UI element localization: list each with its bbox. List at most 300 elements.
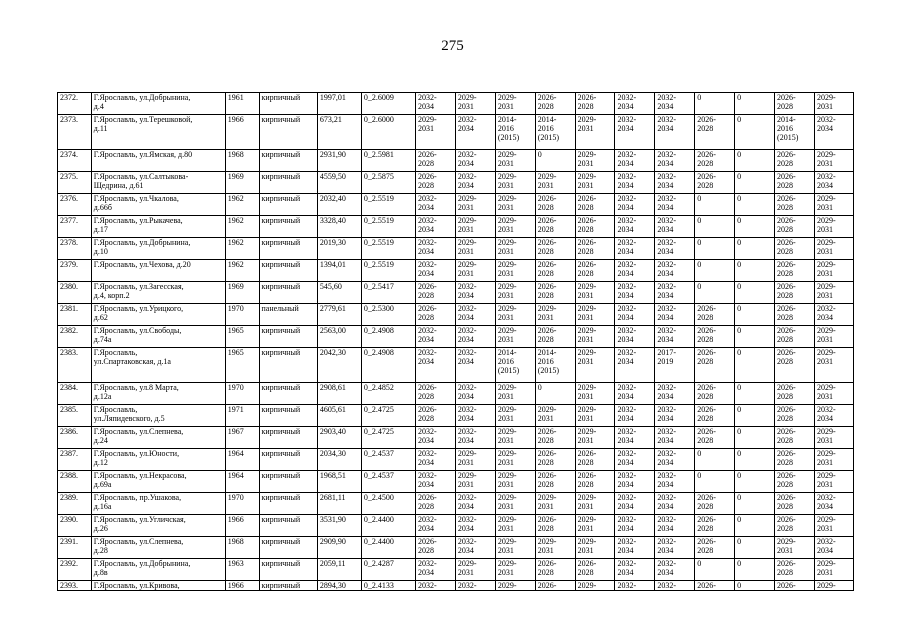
- address-cell: Г.Ярославль, ул.Угличская, д.26: [91, 515, 225, 537]
- period-col-1-cell: 2032- 2034: [416, 515, 456, 537]
- period-col-7-cell: 2032- 2034: [655, 194, 695, 216]
- total-area-cell: 2931,90: [317, 150, 361, 172]
- period-col-10-cell: 2026- 2028: [775, 348, 815, 383]
- period-col-7-cell: 2032- 2034: [655, 493, 695, 515]
- period-col-5-cell: 2026- 2028: [575, 260, 615, 282]
- period-col-8-cell: 2026- 2028: [695, 348, 735, 383]
- wall-material-cell: кирпичный: [259, 559, 317, 581]
- priority-index-cell: 0_2.4400: [361, 515, 415, 537]
- period-col-7-cell: 2032- 2034: [655, 304, 695, 326]
- period-col-8-cell: 2026- 2028: [695, 405, 735, 427]
- period-col-8-cell: 2026- 2028: [695, 427, 735, 449]
- period-col-10-cell: 2026- 2028: [775, 216, 815, 238]
- row-number-cell: 2380.: [58, 282, 92, 304]
- address-cell: Г.Ярославль, ул.Спартаковская, д.1а: [91, 348, 225, 383]
- period-col-11-cell: 2032- 2034: [814, 304, 853, 326]
- period-col-2-cell: 2029- 2031: [455, 471, 495, 493]
- period-col-7-cell: 2032- 2034: [655, 537, 695, 559]
- address-cell: Г.Ярославль, ул.Ямская, д.80: [91, 150, 225, 172]
- period-col-4-cell: 2026- 2028: [535, 515, 575, 537]
- priority-index-cell: 0_2.5519: [361, 194, 415, 216]
- period-col-6-cell: 2032- 2034: [615, 150, 655, 172]
- period-col-3-cell: 2029- 2031: [495, 449, 535, 471]
- period-col-10-cell: 2014- 2016 (2015): [775, 115, 815, 150]
- period-col-7-cell: 2017- 2019: [655, 348, 695, 383]
- period-col-11-cell: 2029- 2031: [814, 216, 853, 238]
- period-col-11-cell: 2032- 2034: [814, 172, 853, 194]
- period-col-2-cell: 2029- 2031: [455, 449, 495, 471]
- period-col-10-cell: 2026- 2028: [775, 194, 815, 216]
- period-col-4-cell: 2026- 2028: [535, 216, 575, 238]
- period-col-8-cell: 0: [695, 194, 735, 216]
- period-col-3-cell: 2029- 2031: [495, 216, 535, 238]
- period-col-4-cell: 2029- 2031: [535, 172, 575, 194]
- build-year-cell: 1962: [225, 260, 259, 282]
- period-col-11-cell: 2029- 2031: [814, 326, 853, 348]
- row-number-cell: 2383.: [58, 348, 92, 383]
- period-col-11-cell: 2029- 2031: [814, 260, 853, 282]
- row-number-cell: 2382.: [58, 326, 92, 348]
- period-col-1-cell: 2026- 2028: [416, 172, 456, 194]
- period-col-5-cell: 2029- 2031: [575, 405, 615, 427]
- total-area-cell: 673,21: [317, 115, 361, 150]
- period-col-10-cell: 2026- 2028: [775, 427, 815, 449]
- wall-material-cell: кирпичный: [259, 216, 317, 238]
- period-col-9-cell: 0: [735, 194, 775, 216]
- period-col-2-cell: 2029- 2031: [455, 194, 495, 216]
- period-col-7-cell: 2032- 2034: [655, 93, 695, 115]
- period-col-8-cell: 0: [695, 216, 735, 238]
- row-number-cell: 2377.: [58, 216, 92, 238]
- address-cell: Г.Ярославль, ул.Свободы, д.74а: [91, 326, 225, 348]
- wall-material-cell: кирпичный: [259, 581, 317, 591]
- table-row: [58, 537, 854, 559]
- address-cell: Г.Ярославль, ул.Терешковой, д.11: [91, 115, 225, 150]
- row-number-cell: 2385.: [58, 405, 92, 427]
- priority-index-cell: 0_2.5875: [361, 172, 415, 194]
- total-area-cell: 2909,90: [317, 537, 361, 559]
- period-col-7-cell: 2032- 2034: [655, 150, 695, 172]
- period-col-9-cell: 0: [735, 383, 775, 405]
- period-col-4-cell: 2026- 2028: [535, 449, 575, 471]
- priority-index-cell: 0_2.4287: [361, 559, 415, 581]
- period-col-5-cell: 2026- 2028: [575, 449, 615, 471]
- period-col-9-cell: 0: [735, 216, 775, 238]
- row-number-cell: 2391.: [58, 537, 92, 559]
- address-cell: Г.Ярославль, ул.Чкалова, д.66б: [91, 194, 225, 216]
- period-col-3-cell: 2029- 2031: [495, 260, 535, 282]
- address-cell: Г.Ярославль, ул.Рыкачева, д.17: [91, 216, 225, 238]
- priority-index-cell: 0_2.4500: [361, 493, 415, 515]
- period-col-8-cell: 2026-: [695, 581, 735, 591]
- period-col-2-cell: 2029- 2031: [455, 238, 495, 260]
- period-col-11-cell: 2029- 2031: [814, 238, 853, 260]
- period-col-5-cell: 2029- 2031: [575, 427, 615, 449]
- period-col-1-cell: 2026- 2028: [416, 405, 456, 427]
- period-col-10-cell: 2026- 2028: [775, 405, 815, 427]
- period-col-9-cell: 0: [735, 238, 775, 260]
- table-row: [58, 150, 854, 172]
- table-row: [58, 427, 854, 449]
- wall-material-cell: кирпичный: [259, 150, 317, 172]
- priority-index-cell: 0_2.4537: [361, 449, 415, 471]
- period-col-8-cell: 2026- 2028: [695, 537, 735, 559]
- period-col-10-cell: 2026- 2028: [775, 304, 815, 326]
- priority-index-cell: 0_2.4537: [361, 471, 415, 493]
- wall-material-cell: кирпичный: [259, 449, 317, 471]
- total-area-cell: 2034,30: [317, 449, 361, 471]
- period-col-4-cell: 2026- 2028: [535, 238, 575, 260]
- period-col-9-cell: 0: [735, 559, 775, 581]
- period-col-3-cell: 2029- 2031: [495, 471, 535, 493]
- period-col-3-cell: 2029- 2031: [495, 383, 535, 405]
- period-col-11-cell: 2029- 2031: [814, 449, 853, 471]
- total-area-cell: 2032,40: [317, 194, 361, 216]
- period-col-7-cell: 2032- 2034: [655, 238, 695, 260]
- address-cell: Г.Ярославль, пр.Ушакова, д.16а: [91, 493, 225, 515]
- priority-index-cell: 0_2.4133: [361, 581, 415, 591]
- housing-repair-schedule-table: [57, 92, 854, 591]
- period-col-3-cell: 2029- 2031: [495, 304, 535, 326]
- row-number-cell: 2379.: [58, 260, 92, 282]
- period-col-10-cell: 2026- 2028: [775, 172, 815, 194]
- period-col-3-cell: 2014- 2016 (2015): [495, 115, 535, 150]
- period-col-2-cell: 2029- 2031: [455, 216, 495, 238]
- row-number-cell: 2384.: [58, 383, 92, 405]
- table-row: [58, 194, 854, 216]
- period-col-3-cell: 2029- 2031: [495, 282, 535, 304]
- priority-index-cell: 0_2.5519: [361, 216, 415, 238]
- period-col-5-cell: 2029- 2031: [575, 537, 615, 559]
- period-col-6-cell: 2032- 2034: [615, 449, 655, 471]
- total-area-cell: 1968,51: [317, 471, 361, 493]
- build-year-cell: 1968: [225, 537, 259, 559]
- period-col-5-cell: 2029- 2031: [575, 348, 615, 383]
- total-area-cell: 2681,11: [317, 493, 361, 515]
- period-col-6-cell: 2032- 2034: [615, 515, 655, 537]
- wall-material-cell: кирпичный: [259, 348, 317, 383]
- period-col-2-cell: 2032- 2034: [455, 493, 495, 515]
- period-col-4-cell: 0: [535, 150, 575, 172]
- period-col-10-cell: 2026- 2028: [775, 383, 815, 405]
- period-col-11-cell: 2029- 2031: [814, 383, 853, 405]
- period-col-10-cell: 2026- 2028: [775, 260, 815, 282]
- address-cell: Г.Ярославль, ул.Некрасова, д.69а: [91, 471, 225, 493]
- period-col-5-cell: 2029- 2031: [575, 383, 615, 405]
- wall-material-cell: кирпичный: [259, 282, 317, 304]
- build-year-cell: 1964: [225, 471, 259, 493]
- build-year-cell: 1968: [225, 150, 259, 172]
- priority-index-cell: 0_2.4725: [361, 405, 415, 427]
- priority-index-cell: 0_2.5519: [361, 238, 415, 260]
- total-area-cell: 4605,61: [317, 405, 361, 427]
- period-col-9-cell: 0: [735, 471, 775, 493]
- page-number: 275: [441, 38, 464, 54]
- period-col-11-cell: 2032- 2034: [814, 493, 853, 515]
- period-col-5-cell: 2029- 2031: [575, 172, 615, 194]
- wall-material-cell: кирпичный: [259, 427, 317, 449]
- period-col-3-cell: 2029- 2031: [495, 93, 535, 115]
- period-col-4-cell: 2026- 2028: [535, 260, 575, 282]
- total-area-cell: 2894,30: [317, 581, 361, 591]
- period-col-10-cell: 2029- 2031: [775, 537, 815, 559]
- period-col-11-cell: 2029-: [814, 581, 853, 591]
- wall-material-cell: кирпичный: [259, 93, 317, 115]
- table-row: [58, 515, 854, 537]
- build-year-cell: 1963: [225, 559, 259, 581]
- build-year-cell: 1966: [225, 115, 259, 150]
- period-col-2-cell: 2032- 2034: [455, 537, 495, 559]
- period-col-1-cell: 2032- 2034: [416, 238, 456, 260]
- period-col-3-cell: 2029- 2031: [495, 559, 535, 581]
- period-col-7-cell: 2032- 2034: [655, 559, 695, 581]
- build-year-cell: 1971: [225, 405, 259, 427]
- period-col-10-cell: 2026-: [775, 581, 815, 591]
- period-col-9-cell: 0: [735, 581, 775, 591]
- period-col-1-cell: 2032- 2034: [416, 348, 456, 383]
- period-col-11-cell: 2029- 2031: [814, 282, 853, 304]
- period-col-11-cell: 2029- 2031: [814, 194, 853, 216]
- period-col-6-cell: 2032-: [615, 581, 655, 591]
- row-number-cell: 2387.: [58, 449, 92, 471]
- period-col-3-cell: 2014- 2016 (2015): [495, 348, 535, 383]
- period-col-2-cell: 2032- 2034: [455, 150, 495, 172]
- period-col-4-cell: 2026- 2028: [535, 194, 575, 216]
- build-year-cell: 1965: [225, 348, 259, 383]
- row-number-cell: 2388.: [58, 471, 92, 493]
- period-col-2-cell: 2032- 2034: [455, 515, 495, 537]
- priority-index-cell: 0_2.4400: [361, 537, 415, 559]
- period-col-5-cell: 2026- 2028: [575, 93, 615, 115]
- period-col-10-cell: 2026- 2028: [775, 559, 815, 581]
- period-col-7-cell: 2032- 2034: [655, 515, 695, 537]
- period-col-10-cell: 2026- 2028: [775, 238, 815, 260]
- period-col-2-cell: 2029- 2031: [455, 559, 495, 581]
- period-col-1-cell: 2032- 2034: [416, 194, 456, 216]
- period-col-1-cell: 2032- 2034: [416, 93, 456, 115]
- total-area-cell: 2563,00: [317, 326, 361, 348]
- period-col-9-cell: 0: [735, 304, 775, 326]
- period-col-3-cell: 2029-: [495, 581, 535, 591]
- wall-material-cell: кирпичный: [259, 537, 317, 559]
- period-col-3-cell: 2029- 2031: [495, 194, 535, 216]
- row-number-cell: 2378.: [58, 238, 92, 260]
- total-area-cell: 1997,01: [317, 93, 361, 115]
- period-col-8-cell: 0: [695, 282, 735, 304]
- period-col-2-cell: 2032- 2034: [455, 383, 495, 405]
- period-col-1-cell: 2026- 2028: [416, 537, 456, 559]
- table-row: [58, 282, 854, 304]
- address-cell: Г.Ярославль, ул.Добрынина, д.4: [91, 93, 225, 115]
- total-area-cell: 2042,30: [317, 348, 361, 383]
- period-col-1-cell: 2032-: [416, 581, 456, 591]
- period-col-1-cell: 2026- 2028: [416, 282, 456, 304]
- period-col-3-cell: 2029- 2031: [495, 150, 535, 172]
- priority-index-cell: 0_2.6000: [361, 115, 415, 150]
- period-col-6-cell: 2032- 2034: [615, 537, 655, 559]
- period-col-7-cell: 2032- 2034: [655, 471, 695, 493]
- period-col-9-cell: 0: [735, 282, 775, 304]
- period-col-8-cell: 2026- 2028: [695, 115, 735, 150]
- period-col-11-cell: 2032- 2034: [814, 115, 853, 150]
- period-col-2-cell: 2029- 2031: [455, 93, 495, 115]
- period-col-5-cell: 2026- 2028: [575, 216, 615, 238]
- period-col-1-cell: 2026- 2028: [416, 383, 456, 405]
- build-year-cell: 1970: [225, 493, 259, 515]
- address-cell: Г.Ярославль, ул.Юности, д.12: [91, 449, 225, 471]
- build-year-cell: 1962: [225, 216, 259, 238]
- period-col-6-cell: 2032- 2034: [615, 282, 655, 304]
- period-col-8-cell: 2026- 2028: [695, 304, 735, 326]
- period-col-10-cell: 2026- 2028: [775, 449, 815, 471]
- period-col-2-cell: 2032- 2034: [455, 282, 495, 304]
- period-col-9-cell: 0: [735, 172, 775, 194]
- period-col-6-cell: 2032- 2034: [615, 260, 655, 282]
- period-col-1-cell: 2029- 2031: [416, 115, 456, 150]
- period-col-11-cell: 2029- 2031: [814, 427, 853, 449]
- priority-index-cell: 0_2.5981: [361, 150, 415, 172]
- period-col-5-cell: 2029- 2031: [575, 115, 615, 150]
- table-row: [58, 449, 854, 471]
- row-number-cell: 2393.: [58, 581, 92, 591]
- period-col-6-cell: 2032- 2034: [615, 304, 655, 326]
- period-col-11-cell: 2029- 2031: [814, 93, 853, 115]
- build-year-cell: 1966: [225, 515, 259, 537]
- build-year-cell: 1965: [225, 326, 259, 348]
- period-col-7-cell: 2032- 2034: [655, 282, 695, 304]
- period-col-1-cell: 2026- 2028: [416, 493, 456, 515]
- build-year-cell: 1969: [225, 172, 259, 194]
- period-col-7-cell: 2032- 2034: [655, 427, 695, 449]
- period-col-11-cell: 2029- 2031: [814, 348, 853, 383]
- priority-index-cell: 0_2.4908: [361, 326, 415, 348]
- period-col-7-cell: 2032- 2034: [655, 172, 695, 194]
- period-col-5-cell: 2026- 2028: [575, 238, 615, 260]
- table-row: [58, 405, 854, 427]
- table-row: [58, 581, 854, 591]
- period-col-11-cell: 2029- 2031: [814, 559, 853, 581]
- address-cell: Г.Ярославль, ул.Салтыкова- Щедрина, д.61: [91, 172, 225, 194]
- priority-index-cell: 0_2.5417: [361, 282, 415, 304]
- wall-material-cell: кирпичный: [259, 260, 317, 282]
- period-col-3-cell: 2029- 2031: [495, 172, 535, 194]
- period-col-3-cell: 2029- 2031: [495, 405, 535, 427]
- period-col-8-cell: 2026- 2028: [695, 493, 735, 515]
- period-col-11-cell: 2029- 2031: [814, 150, 853, 172]
- period-col-8-cell: 2026- 2028: [695, 383, 735, 405]
- period-col-9-cell: 0: [735, 537, 775, 559]
- period-col-5-cell: 2029- 2031: [575, 282, 615, 304]
- period-col-7-cell: 2032- 2034: [655, 405, 695, 427]
- period-col-7-cell: 2032- 2034: [655, 260, 695, 282]
- address-cell: Г.Ярославль, ул.Урицкого, д.62: [91, 304, 225, 326]
- period-col-9-cell: 0: [735, 449, 775, 471]
- period-col-9-cell: 0: [735, 427, 775, 449]
- wall-material-cell: кирпичный: [259, 471, 317, 493]
- address-cell: Г.Ярославль, ул.Чехова, д.20: [91, 260, 225, 282]
- period-col-6-cell: 2032- 2034: [615, 348, 655, 383]
- period-col-6-cell: 2032- 2034: [615, 172, 655, 194]
- period-col-4-cell: 2029- 2031: [535, 537, 575, 559]
- period-col-9-cell: 0: [735, 493, 775, 515]
- priority-index-cell: 0_2.5519: [361, 260, 415, 282]
- build-year-cell: 1964: [225, 449, 259, 471]
- build-year-cell: 1966: [225, 581, 259, 591]
- period-col-8-cell: 0: [695, 260, 735, 282]
- build-year-cell: 1962: [225, 194, 259, 216]
- wall-material-cell: кирпичный: [259, 493, 317, 515]
- row-number-cell: 2375.: [58, 172, 92, 194]
- period-col-3-cell: 2029- 2031: [495, 493, 535, 515]
- wall-material-cell: панельный: [259, 304, 317, 326]
- period-col-10-cell: 2026- 2028: [775, 471, 815, 493]
- table-row: [58, 493, 854, 515]
- period-col-3-cell: 2029- 2031: [495, 427, 535, 449]
- build-year-cell: 1961: [225, 93, 259, 115]
- period-col-1-cell: 2032- 2034: [416, 559, 456, 581]
- period-col-8-cell: 2026- 2028: [695, 515, 735, 537]
- table-row: [58, 172, 854, 194]
- period-col-5-cell: 2026- 2028: [575, 559, 615, 581]
- period-col-8-cell: 0: [695, 93, 735, 115]
- period-col-10-cell: 2026- 2028: [775, 93, 815, 115]
- period-col-8-cell: 0: [695, 471, 735, 493]
- row-number-cell: 2390.: [58, 515, 92, 537]
- period-col-6-cell: 2032- 2034: [615, 471, 655, 493]
- period-col-8-cell: 2026- 2028: [695, 172, 735, 194]
- period-col-5-cell: 2029-: [575, 581, 615, 591]
- period-col-8-cell: 2026- 2028: [695, 326, 735, 348]
- period-col-9-cell: 0: [735, 93, 775, 115]
- table-row: [58, 326, 854, 348]
- address-cell: Г.Ярославль, ул.Слепнева, д.28: [91, 537, 225, 559]
- wall-material-cell: кирпичный: [259, 172, 317, 194]
- period-col-5-cell: 2029- 2031: [575, 493, 615, 515]
- total-area-cell: 2019,30: [317, 238, 361, 260]
- period-col-8-cell: 0: [695, 559, 735, 581]
- period-col-6-cell: 2032- 2034: [615, 405, 655, 427]
- period-col-2-cell: 2032-: [455, 581, 495, 591]
- period-col-7-cell: 2032- 2034: [655, 115, 695, 150]
- address-cell: Г.Ярославль, ул.Загесская, д.4, корп.2: [91, 282, 225, 304]
- total-area-cell: 4559,50: [317, 172, 361, 194]
- period-col-4-cell: 2026-: [535, 581, 575, 591]
- period-col-6-cell: 2032- 2034: [615, 238, 655, 260]
- table-row: [58, 238, 854, 260]
- address-cell: Г.Ярославль, ул.Добрынина, д.8в: [91, 559, 225, 581]
- period-col-6-cell: 2032- 2034: [615, 383, 655, 405]
- period-col-9-cell: 0: [735, 326, 775, 348]
- address-cell: Г.Ярославль, ул.Слепнева, д.24: [91, 427, 225, 449]
- period-col-9-cell: 0: [735, 150, 775, 172]
- period-col-11-cell: 2029- 2031: [814, 471, 853, 493]
- period-col-6-cell: 2032- 2034: [615, 216, 655, 238]
- period-col-7-cell: 2032-: [655, 581, 695, 591]
- total-area-cell: 2903,40: [317, 427, 361, 449]
- period-col-9-cell: 0: [735, 115, 775, 150]
- period-col-2-cell: 2032- 2034: [455, 405, 495, 427]
- wall-material-cell: кирпичный: [259, 383, 317, 405]
- period-col-2-cell: 2032- 2034: [455, 348, 495, 383]
- period-col-5-cell: 2026- 2028: [575, 471, 615, 493]
- period-col-5-cell: 2029- 2031: [575, 515, 615, 537]
- period-col-10-cell: 2026- 2028: [775, 493, 815, 515]
- period-col-4-cell: 2029- 2031: [535, 493, 575, 515]
- wall-material-cell: кирпичный: [259, 115, 317, 150]
- period-col-5-cell: 2029- 2031: [575, 326, 615, 348]
- period-col-4-cell: 2014- 2016 (2015): [535, 348, 575, 383]
- period-col-1-cell: 2032- 2034: [416, 326, 456, 348]
